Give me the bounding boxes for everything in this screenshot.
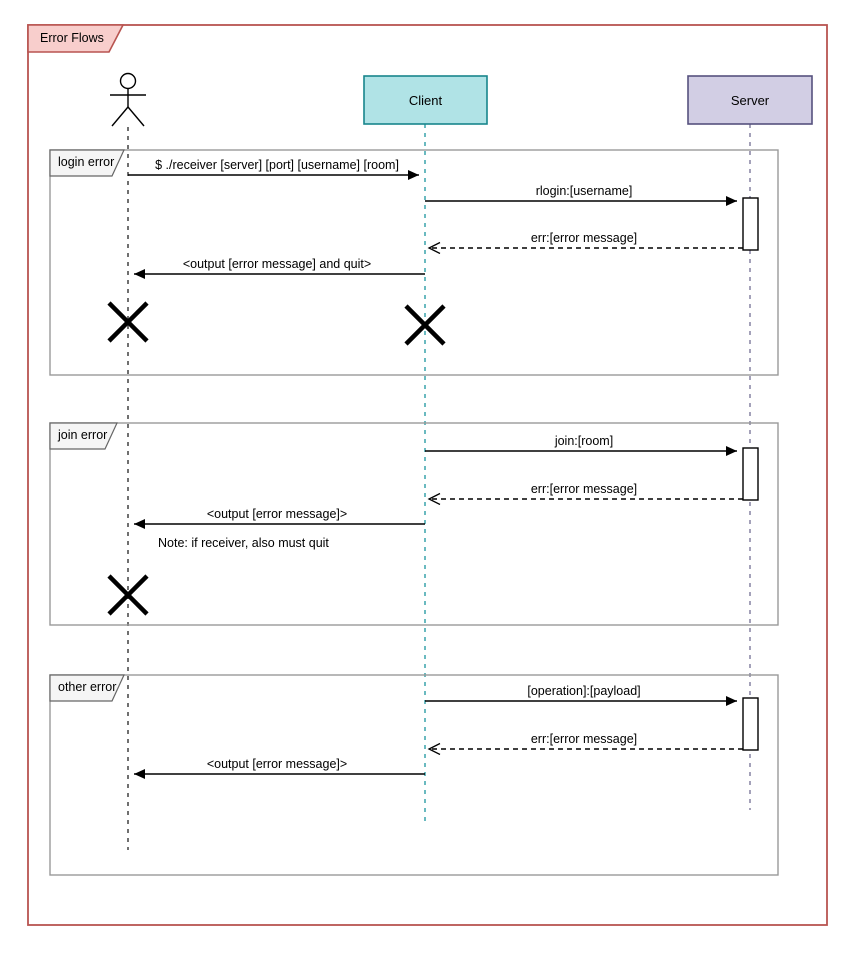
note-receiver-must-quit: Note: if receiver, also must quit <box>158 536 329 550</box>
message-label-err-join: err:[error message] <box>530 482 638 496</box>
actor-head <box>121 74 136 89</box>
destroy-x-client-login <box>406 306 444 344</box>
message-label-rlogin: rlogin:[username] <box>535 184 633 198</box>
participant-server-label: Server <box>730 92 770 108</box>
frame-login-error <box>50 150 778 375</box>
server-activation-bar <box>743 448 758 500</box>
message-label-err-other: err:[error message] <box>530 732 638 746</box>
frame-label-login-error: login error <box>58 155 115 169</box>
message-label-operation: [operation]:[payload] <box>527 684 641 698</box>
frame-label-join-error: join error <box>58 428 108 442</box>
diagram-title: Error Flows <box>40 31 104 45</box>
outer-frame <box>28 25 827 925</box>
message-label-output-quit: <output [error message] and quit> <box>182 257 372 271</box>
actor-figure <box>110 74 146 127</box>
destroy-x-actor-join <box>109 576 147 614</box>
message-label-err-login: err:[error message] <box>530 231 638 245</box>
participant-client-label: Client <box>408 92 443 108</box>
frame-label-other-error: other error <box>58 680 117 694</box>
message-label-output-join: <output [error message]> <box>206 507 348 521</box>
message-label-join: join:[room] <box>554 434 614 448</box>
server-activation-bar <box>743 198 758 250</box>
server-activation-bar <box>743 698 758 750</box>
message-label-output-other: <output [error message]> <box>206 757 348 771</box>
frame-other-error <box>50 675 778 875</box>
message-label-run-receiver: $ ./receiver [server] [port] [username] [room] <box>155 158 399 172</box>
